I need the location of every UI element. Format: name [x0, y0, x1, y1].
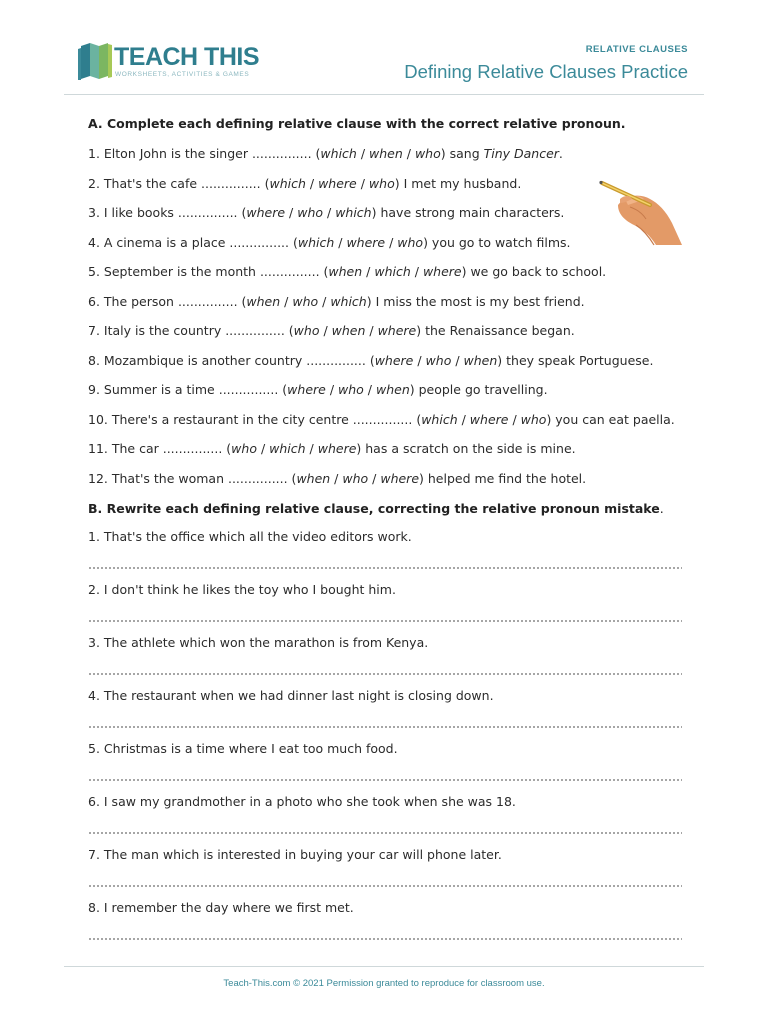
pronoun-option[interactable]: when [463, 352, 498, 368]
answer-line[interactable] [88, 673, 682, 675]
exercise-a-tail: ) I miss the most is my best friend. [366, 293, 585, 309]
pronoun-option[interactable]: where [346, 234, 386, 250]
sentence-end: . [558, 146, 563, 161]
exercise-b-sentence: 4. The restaurant when we had dinner last night is closing down. [88, 688, 494, 703]
exercise-a-item: 1. Elton John is the singer ............... (which / when / who) sang Tiny Dancer. [88, 146, 563, 161]
exercise-a-tail: ) I met my husband. [394, 175, 522, 191]
pronoun-option[interactable]: when [246, 293, 281, 309]
exercise-a-stem: 9. Summer is a time ............... ( [88, 382, 288, 397]
header-divider [64, 94, 704, 95]
section-b-heading-period: . [659, 501, 664, 516]
pronoun-option[interactable]: which [297, 234, 335, 250]
exercise-b-sentence: 2. I don't think he likes the toy who I bought him. [88, 582, 396, 597]
exercise-a-stem: 8. Mozambique is another country ............... ( [88, 352, 375, 368]
pronoun-option[interactable]: who [520, 411, 547, 427]
pronoun-option[interactable]: who [292, 293, 319, 309]
exercise-b-sentence: 8. I remember the day where we first met. [88, 900, 354, 915]
copyright-footer: Teach-This.com © 2021 Permission granted to reproduce for classroom use. [223, 978, 545, 989]
exercise-a-tail: ) have strong main characters. [371, 205, 565, 220]
exercise-a-item: 9. Summer is a time ............... (where / who / when) people go travelling. [88, 382, 548, 397]
exercise-a-stem: 10. There's a restaurant in the city centre ............... ( [88, 411, 422, 427]
song-title: Tiny Dancer [483, 146, 559, 161]
exercise-a-item: 12. That's the woman ............... (when / who / where) helped me find the hotel. [88, 470, 587, 486]
hand-with-pen-icon [596, 165, 684, 247]
answer-line[interactable] [88, 726, 682, 728]
exercise-a-stem: 11. The car ............... ( [88, 441, 232, 456]
logo-wordmark: TEACH THIS [114, 43, 259, 71]
exercise-a-tail: ) you go to watch films. [423, 234, 571, 250]
exercise-a-item: 3. I like books ............... (where / who / which) have strong main characters. [88, 205, 565, 220]
pronoun-option[interactable]: where [469, 411, 509, 427]
exercise-a-item: 4. A cinema is a place ............... (which / where / who) you go to watch films. [88, 234, 571, 250]
pronoun-option[interactable]: when [331, 323, 366, 338]
exercise-a-stem: 3. I like books ............... ( [88, 205, 247, 220]
exercise-a-stem: 2. That's the cafe ............... ( [88, 175, 270, 191]
pronoun-option[interactable]: where [374, 352, 414, 368]
pronoun-option[interactable]: where [380, 470, 420, 486]
exercise-a-tail: ) helped me find the hotel. [419, 470, 587, 486]
exercise-b-sentence: 1. That's the office which all the video editors work. [88, 529, 412, 544]
pronoun-option[interactable]: who [293, 323, 320, 338]
pronoun-option[interactable]: when [296, 470, 331, 486]
pronoun-option[interactable]: which [330, 293, 367, 309]
exercise-a-tail: ) the Renaissance began. [416, 323, 575, 338]
exercise-a-tail: ) has a scratch on the side is mine. [356, 441, 576, 456]
pronoun-option[interactable]: where [246, 205, 286, 220]
teach-this-logo-icon [78, 40, 112, 80]
pronoun-option[interactable]: where [377, 323, 417, 338]
exercise-a-stem: 5. September is the month ............... ( [88, 264, 329, 279]
exercise-b-sentence: 7. The man which is interested in buying your car will phone later. [88, 847, 502, 862]
exercise-a-item: 2. That's the cafe ............... (which / where / who) I met my husband. [88, 175, 522, 191]
exercise-a-stem: 7. Italy is the country ............... ( [88, 323, 294, 338]
exercise-a-item: 7. Italy is the country ............... (who / when / where) the Renaissance began. [88, 323, 575, 338]
exercise-a-stem: 6. The person ............... ( [88, 293, 247, 309]
exercise-a-stem: 12. That's the woman ............... ( [88, 470, 297, 486]
answer-line[interactable] [88, 779, 682, 781]
pronoun-option[interactable]: where [318, 175, 357, 191]
exercise-a-item: 8. Mozambique is another country ............... (where / who / when) they speak Portuguese. [88, 352, 654, 368]
pronoun-option[interactable]: where [317, 441, 357, 456]
pronoun-option[interactable]: when [375, 382, 410, 397]
footer-divider [64, 966, 704, 967]
pronoun-option[interactable]: who [397, 234, 424, 250]
worksheet-category: RELATIVE CLAUSES [585, 44, 688, 55]
pronoun-option[interactable]: where [422, 264, 462, 279]
pronoun-option[interactable]: which [269, 175, 306, 191]
pronoun-option[interactable]: which [421, 411, 458, 427]
page-header [0, 0, 768, 96]
pronoun-option[interactable]: who [231, 441, 257, 456]
exercise-b-sentence: 6. I saw my grandmother in a photo who she took when she was 18. [88, 794, 516, 809]
section-b-heading [88, 501, 664, 516]
pronoun-option[interactable]: who [425, 352, 452, 368]
pronoun-option[interactable]: who [368, 175, 395, 191]
pronoun-option[interactable]: which [269, 441, 306, 456]
answer-line[interactable] [88, 832, 682, 834]
exercise-a-item: 5. September is the month ............... (when / which / where) we go back to school. [88, 264, 607, 279]
exercise-a-stem: 1. Elton John is the singer ............... ( [88, 146, 321, 161]
teach-this-logo[interactable] [78, 40, 259, 84]
exercise-a-tail: ) people go travelling. [409, 382, 548, 397]
exercise-b-sentence: 5. Christmas is a time where I eat too much food. [88, 741, 398, 756]
pronoun-option[interactable]: who [342, 470, 369, 486]
pronoun-option[interactable]: which [374, 264, 411, 279]
answer-line[interactable] [88, 620, 682, 622]
exercise-b-sentence: 3. The athlete which won the marathon is from Kenya. [88, 635, 429, 650]
pronoun-option[interactable]: who [297, 205, 324, 220]
exercise-a-tail: ) we go back to school. [461, 264, 607, 279]
pronoun-option[interactable]: which [335, 205, 372, 220]
answer-line[interactable] [88, 938, 682, 940]
exercise-a-item: 11. The car ............... (who / which / where) has a scratch on the side is mine. [88, 441, 576, 456]
worksheet-title: Defining Relative Clauses Practice [404, 61, 688, 82]
section-b-heading-text: B. Rewrite each defining relative clause, correcting the relative pronoun mistake [88, 501, 660, 516]
exercise-a-tail: ) sang [440, 146, 484, 161]
pronoun-option[interactable]: who [414, 146, 441, 161]
exercise-a-item: 10. There's a restaurant in the city centre ............... (which / where / who) you can eat paella. [88, 411, 675, 427]
pronoun-option[interactable]: when [328, 264, 363, 279]
exercise-a-tail: ) they speak Portuguese. [497, 352, 654, 368]
exercise-a-stem: 4. A cinema is a place ............... ( [88, 234, 298, 250]
exercise-a-item: 6. The person ............... (when / who / which) I miss the most is my best friend. [88, 293, 585, 309]
logo-tagline: WORKSHEETS, ACTIVITIES & GAMES [115, 71, 250, 78]
pronoun-option[interactable]: when [369, 146, 403, 161]
answer-line[interactable] [88, 567, 682, 569]
pronoun-option[interactable]: where [287, 382, 326, 397]
pronoun-option[interactable]: who [338, 382, 364, 397]
section-a-heading: A. Complete each defining relative clause with the correct relative pronoun. [88, 116, 626, 131]
exercise-a-tail: ) you can eat paella. [546, 411, 675, 427]
answer-line[interactable] [88, 885, 682, 887]
pronoun-option[interactable]: which [320, 146, 357, 161]
